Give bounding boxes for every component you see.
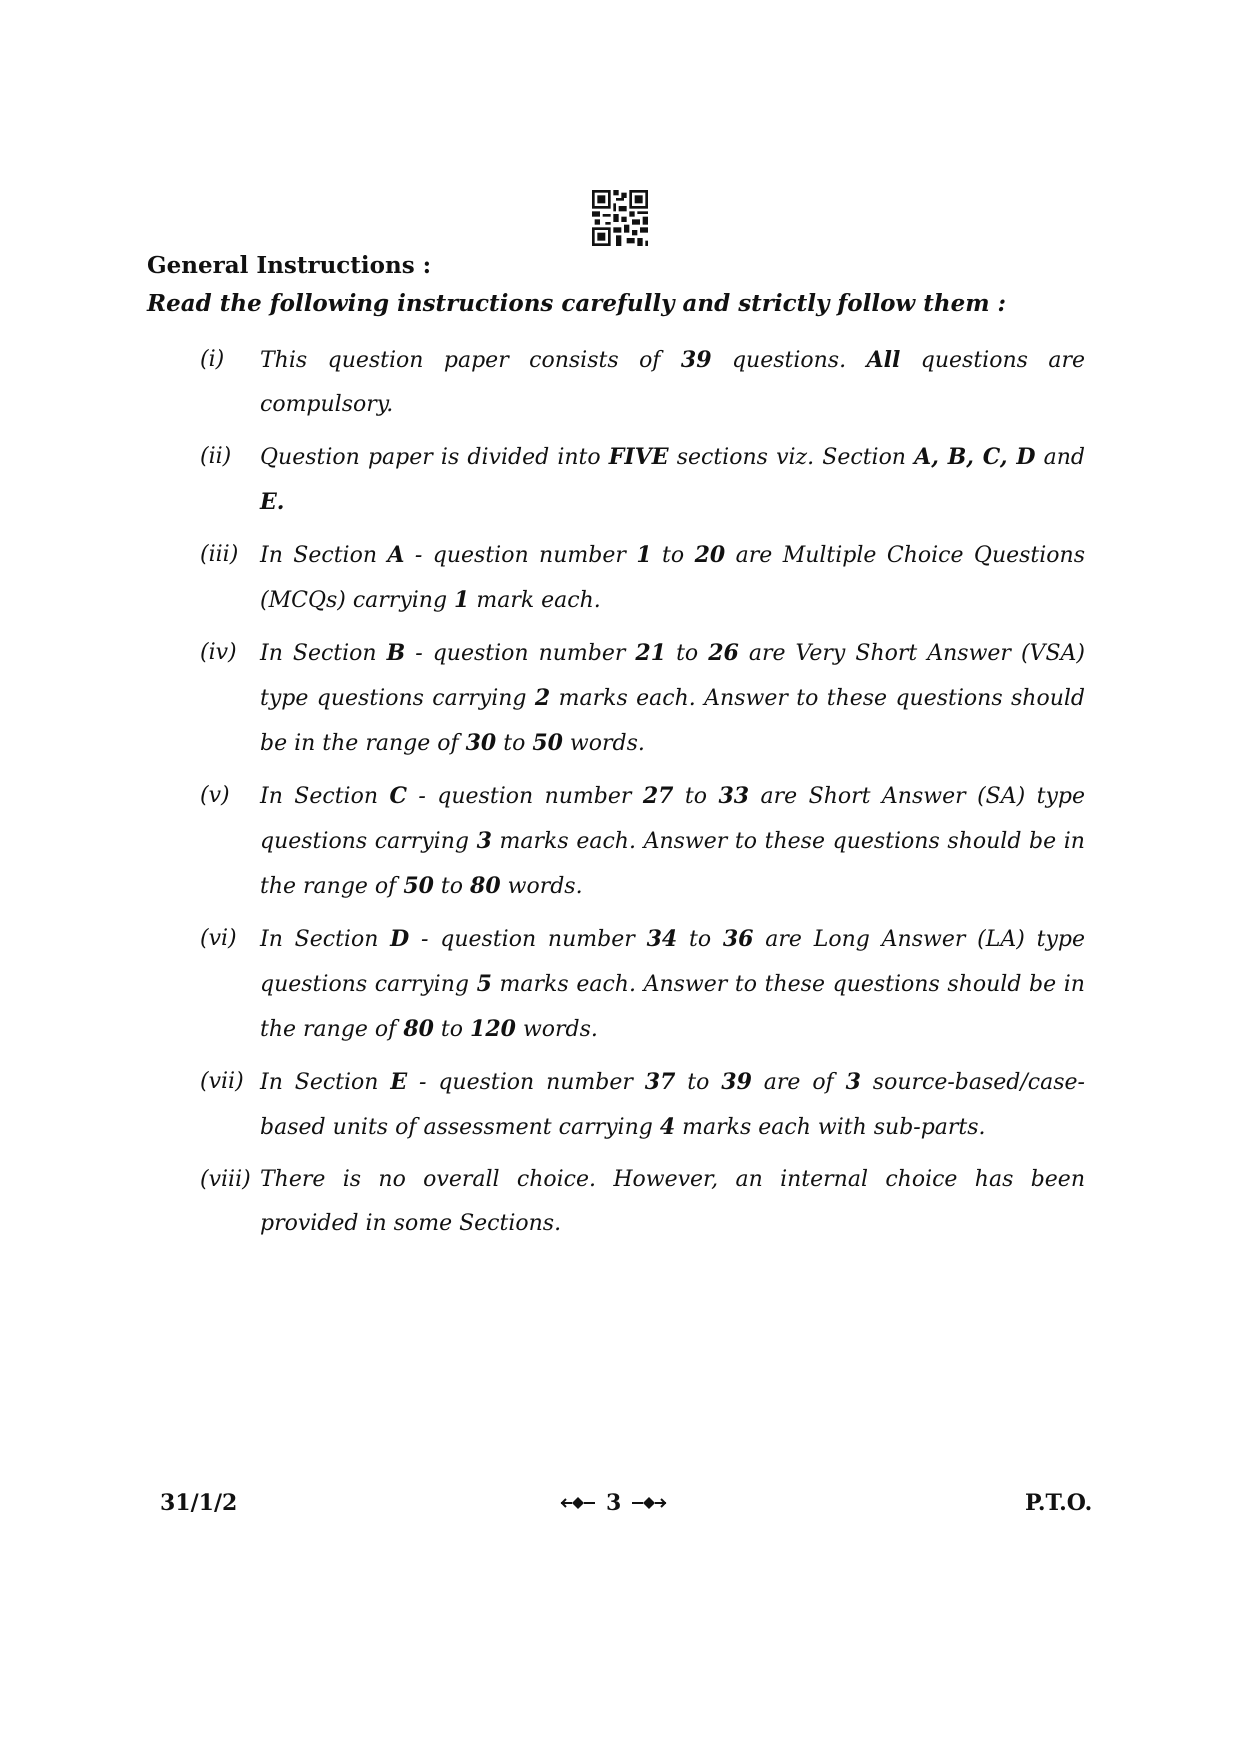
instruction-number: (vii)	[200, 1069, 244, 1094]
paper-code: 31/1/2	[160, 1490, 238, 1516]
instruction-number: (iii)	[200, 542, 239, 567]
instruction-emphasis: 80	[470, 873, 501, 899]
page-number-block	[560, 1490, 667, 1516]
instruction-text: There is no overall choice. However, an internal choice has been provided in some Sections.	[260, 1167, 1085, 1236]
instruction-emphasis: 80	[403, 1016, 434, 1042]
instruction-text: In Section	[260, 543, 388, 568]
instruction-emphasis: 1	[454, 587, 470, 613]
instruction-text: - question number	[404, 543, 637, 568]
instruction-emphasis: 27	[642, 783, 674, 809]
instruction-text: and	[1035, 445, 1085, 470]
instruction-emphasis: 1	[636, 542, 652, 568]
instruction-item	[200, 1158, 1085, 1246]
instruction-text: are Long Answer (LA) type questions carrying	[260, 927, 1086, 997]
instruction-text: to	[675, 1070, 722, 1095]
instruction-emphasis: D	[390, 926, 410, 952]
instruction-text: marks each. Answer to these questions should be in the range of	[260, 972, 1085, 1042]
instruction-emphasis: 3	[476, 828, 492, 854]
instruction-emphasis: 37	[644, 1069, 676, 1095]
instruction-text: are Multiple Choice Questions (MCQs) carrying	[260, 543, 1086, 613]
instruction-emphasis: 36	[722, 926, 754, 952]
instruction-text: In Section	[260, 641, 387, 666]
instruction-text: to	[666, 641, 709, 666]
instruction-emphasis: FIVE	[608, 444, 669, 470]
instruction-text: questions.	[711, 348, 867, 373]
instruction-emphasis: B	[386, 640, 406, 666]
instruction-number: (vi)	[200, 926, 237, 951]
instruction-emphasis: 5	[476, 971, 492, 997]
instruction-text: marks each with sub-parts.	[675, 1115, 986, 1140]
instruction-emphasis: 33	[718, 783, 750, 809]
instruction-emphasis: 39	[721, 1069, 752, 1095]
instruction-emphasis: C	[389, 783, 407, 809]
instruction-text: to	[433, 874, 471, 899]
instruction-emphasis: 50	[532, 730, 563, 756]
instruction-number: (ii)	[200, 444, 232, 469]
instruction-text: to	[433, 1017, 471, 1042]
instruction-item	[200, 533, 1085, 623]
instruction-item	[200, 338, 1085, 427]
instruction-emphasis: 120	[470, 1016, 516, 1042]
instruction-text: sections viz. Section	[668, 445, 915, 470]
instruction-emphasis: 34	[646, 926, 678, 952]
pto-label: P.T.O.	[1025, 1490, 1093, 1516]
instruction-text: source-based/case-based units of assessment carrying	[260, 1070, 1085, 1140]
instruction-text: - question number	[405, 641, 636, 666]
instruction-text: marks each. Answer to these questions should be in the range of	[260, 829, 1085, 899]
instruction-item	[200, 435, 1085, 525]
instruction-number: (viii)	[200, 1167, 251, 1192]
instruction-item	[200, 1060, 1085, 1150]
instruction-text: This question paper consists of	[260, 348, 681, 373]
instruction-text: questions are compulsory.	[260, 348, 1085, 417]
page-number: 3	[606, 1490, 622, 1516]
instruction-emphasis: 30	[465, 730, 497, 756]
instruction-text: In Section	[260, 784, 390, 809]
instruction-item	[200, 917, 1085, 1052]
instruction-emphasis: E	[390, 1069, 408, 1095]
instruction-emphasis: All	[866, 347, 901, 373]
instruction-text: words.	[500, 874, 583, 899]
instruction-emphasis: 4	[659, 1114, 676, 1140]
instruction-text: are Very Short Answer (VSA) type questions carrying	[260, 641, 1085, 711]
instruction-emphasis: 2	[534, 685, 551, 711]
instruction-text: mark each.	[469, 588, 601, 613]
instruction-text: marks each. Answer to these questions should be in the range of	[260, 686, 1086, 756]
instruction-text: In Section	[260, 1070, 391, 1095]
instruction-text: are Short Answer (SA) type questions carrying	[260, 784, 1086, 854]
instruction-text: In Section	[260, 927, 391, 952]
instruction-emphasis: 39	[680, 347, 712, 373]
page-title: General Instructions :	[147, 252, 432, 279]
instruction-text: - question number	[409, 927, 647, 952]
instruction-text: words.	[515, 1017, 598, 1042]
qr-code-icon	[592, 190, 648, 246]
instruction-text: to	[673, 784, 719, 809]
diamond-arrow-ornament-icon	[631, 1496, 667, 1510]
instruction-emphasis: 3	[845, 1069, 861, 1095]
instruction-emphasis: 21	[635, 640, 667, 666]
page-subtitle: Read the following instructions carefully and strictly follow them :	[147, 290, 1007, 317]
instruction-text: - question number	[406, 784, 643, 809]
instruction-emphasis: 20	[694, 542, 726, 568]
instruction-item	[200, 631, 1085, 766]
instruction-emphasis: A, B, C, D	[914, 444, 1036, 470]
instruction-number: (v)	[200, 783, 230, 808]
instruction-number: (i)	[200, 347, 225, 372]
instruction-text: to	[677, 927, 723, 952]
instruction-text: to	[496, 731, 533, 756]
instruction-emphasis: 50	[403, 873, 434, 899]
instruction-text: to	[651, 543, 695, 568]
instruction-text: Question paper is divided into	[260, 445, 609, 470]
instruction-emphasis: E.	[260, 489, 285, 515]
diamond-arrow-ornament-icon	[560, 1496, 596, 1510]
instruction-text: are of	[751, 1070, 846, 1095]
instruction-item	[200, 774, 1085, 909]
instruction-emphasis: 26	[708, 640, 739, 666]
instruction-text: - question number	[407, 1070, 645, 1095]
instructions-list	[200, 338, 1085, 1254]
instruction-emphasis: A	[387, 542, 405, 568]
instruction-text: words.	[562, 731, 645, 756]
instruction-number: (iv)	[200, 640, 237, 665]
